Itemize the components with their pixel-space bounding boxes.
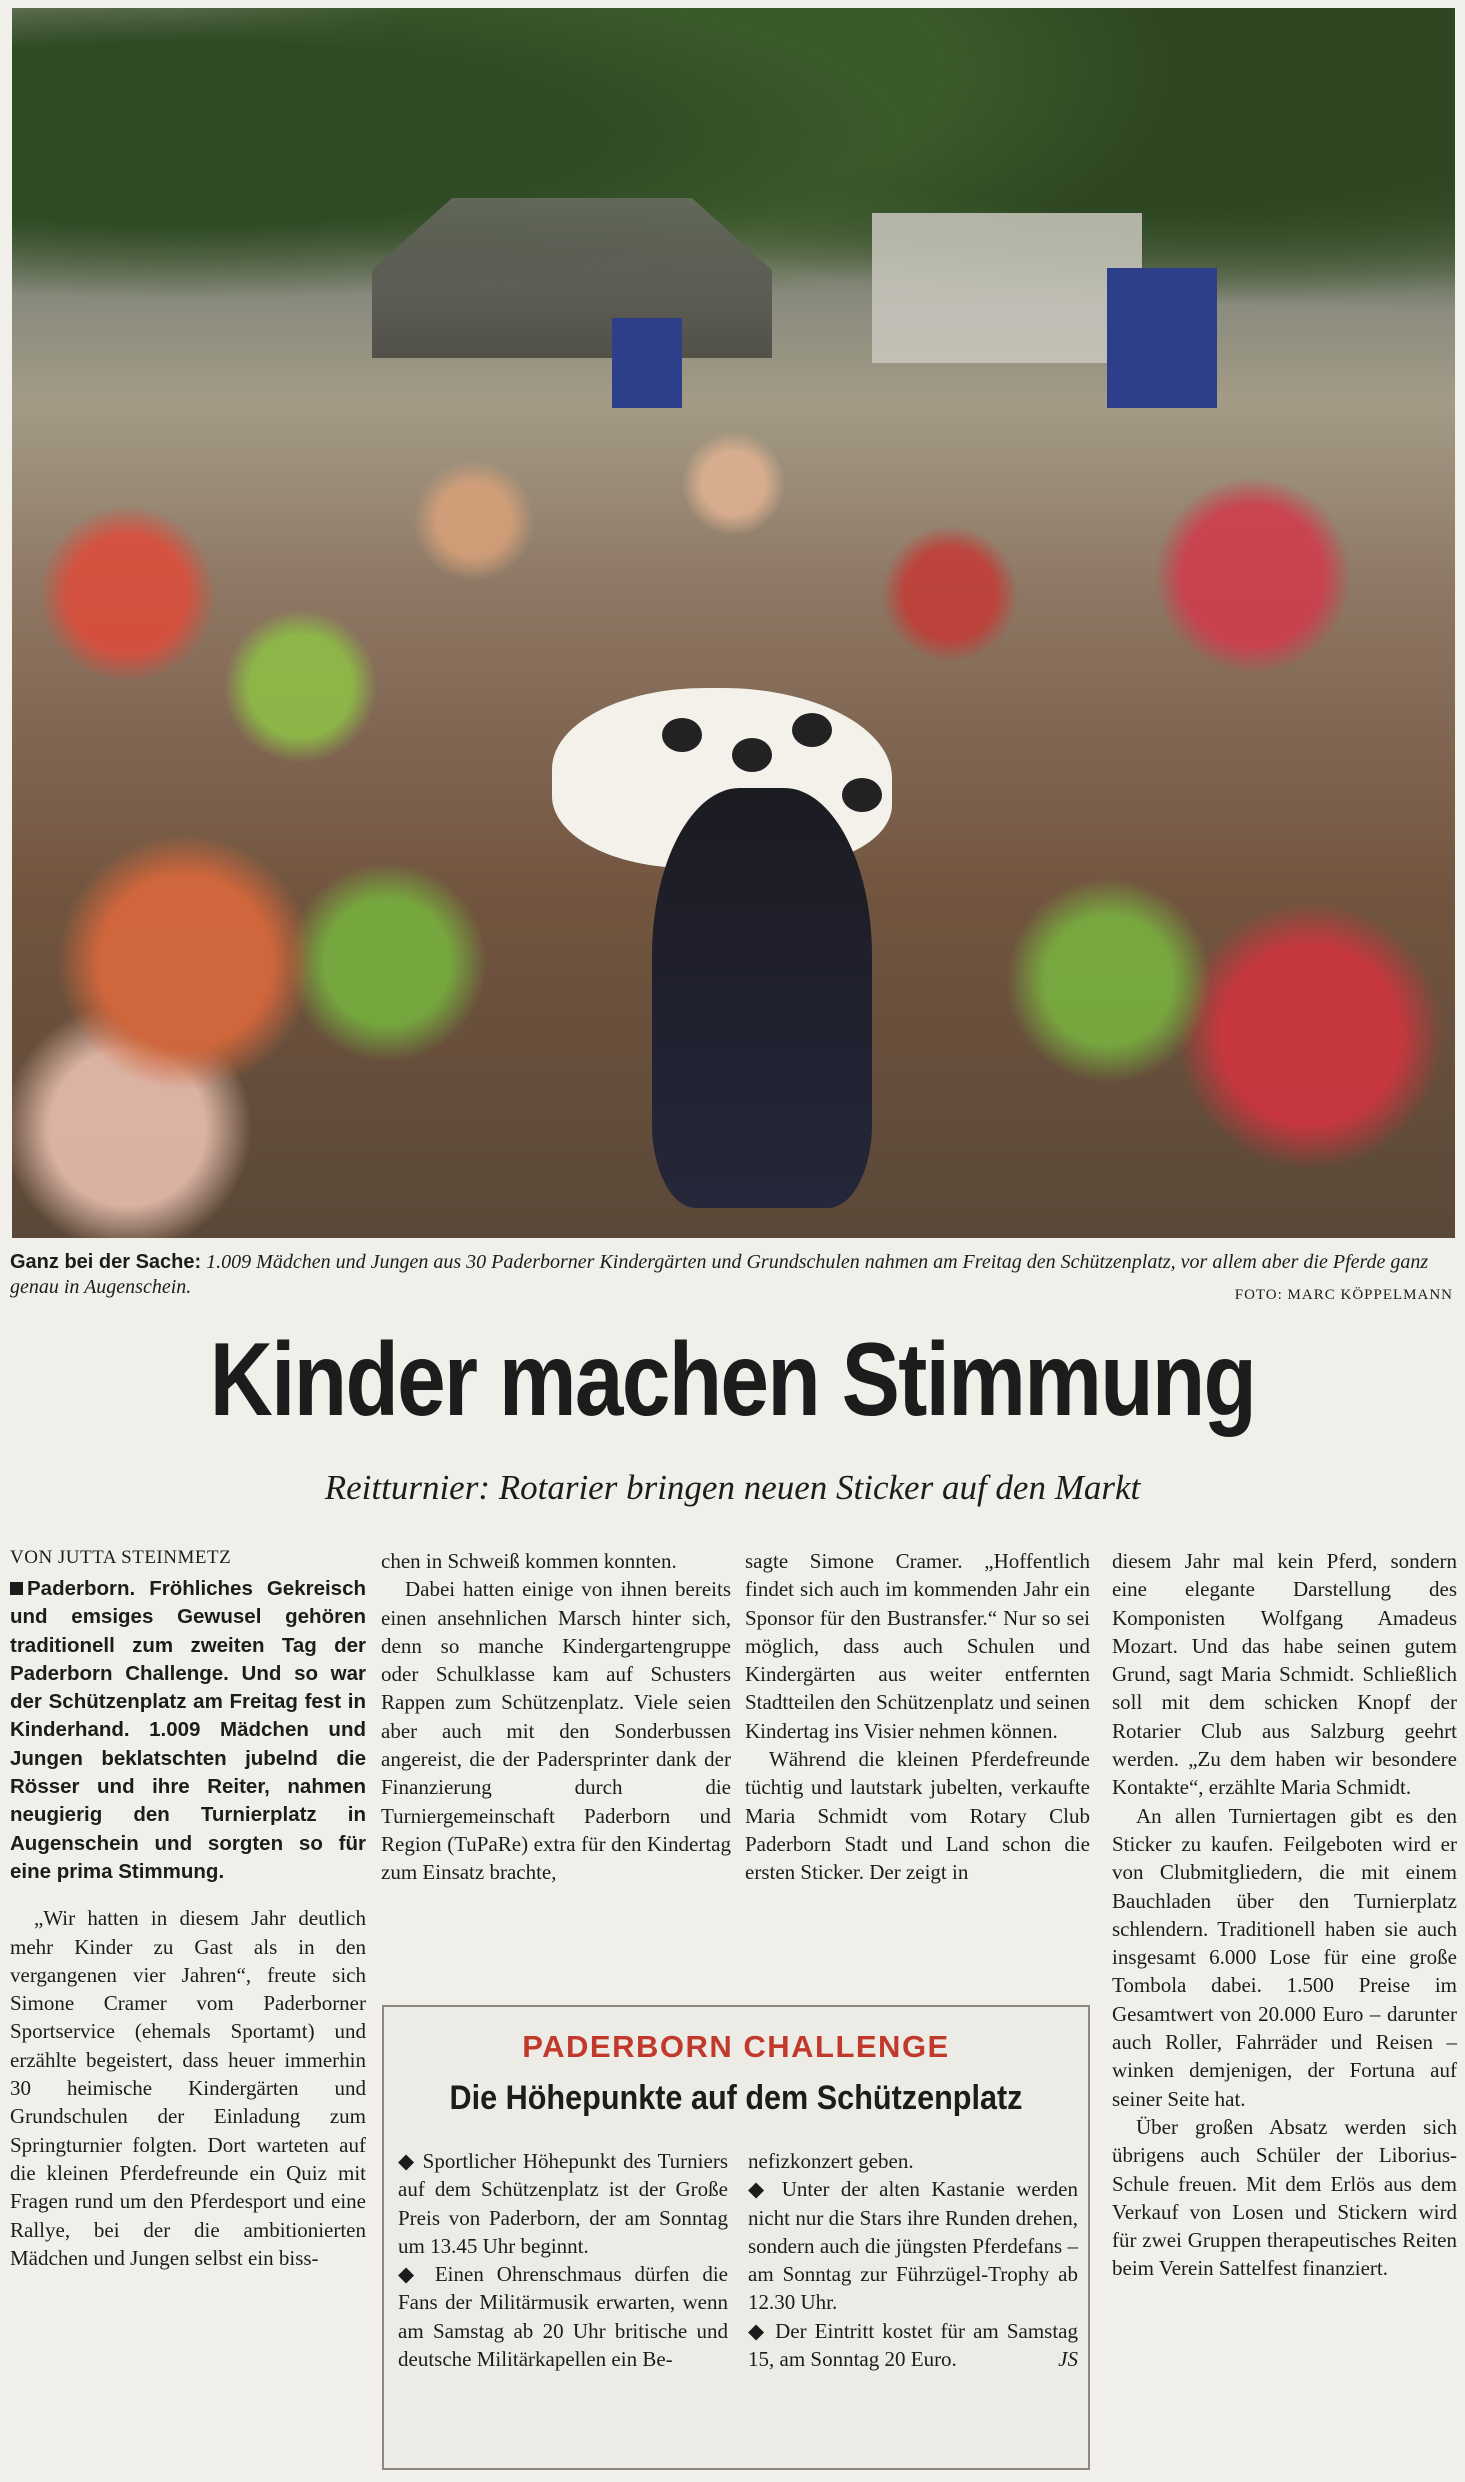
paragraph: „Wir hatten in diesem Jahr deutlich mehr Kinder zu Gast als in den vergangenen vier Jahren“, freute sich Simone Cramer vom Paderborner Sportservice (ehemals Sportamt) und erzählte begeistert, dass heuer immerhin 30 heimische Kindergärten und Grundschulen der Einladung zum Springturnier folgten. Dort warteten auf die kleinen Pferdefreunde ein Quiz mit Fragen rund um den Pferdesport und eine Rallye, bei der die ambitionierten Mädchen und Jungen selbst ein biss-	[10, 1906, 366, 2270]
info-box-title: Die Höhepunkte auf dem Schützenplatz	[449, 2079, 1023, 2117]
paragraph: diesem Jahr mal kein Pferd, sondern eine elegante Darstellung des Komponisten Wolfgang Amadeus Mozart. Und das habe seinen gutem Grund, sagt Maria Schmidt. Schließlich soll mit dem schicken Knopf der Rotarier Club aus Salzburg geehrt werden. „Zu dem haben wir besondere Kontakte“, erzählte Maria Schmidt.	[1112, 1549, 1457, 1800]
info-item: ◆ Sportlicher Höhepunkt des Turniers auf dem Schützenplatz ist der Große Preis von Paderborn, der am Sonntag um 13.45 Uhr beginnt.	[398, 2149, 728, 2258]
lead-paragraph: Paderborn. Fröhliches Gekreisch und emsiges Gewusel gehören traditionell zum zweiten Tag der Paderborn Challenge. Und so war der Schützenplatz am Freitag fest in Kinderhand. 1.009 Mädchen und Jungen beklatschten jubelnd die Rösser und ihre Reiter, nahmen neugierig den Turnierplatz in Augenschein und sorgten so für eine prima Stimmung.	[10, 1577, 366, 1883]
paragraph: Während die kleinen Pferdefreunde tüchtig und lautstark jubelten, verkaufte Maria Schmidt vom Rotary Club Paderborn Stadt und Land schon die ersten Sticker. Der zeigt in	[745, 1747, 1090, 1885]
info-item: ◆ Der Eintritt kostet für am Samstag 15, am Sonntag 20 Euro. JS	[748, 2317, 1078, 2374]
byline: VON JUTTA STEINMETZ	[10, 1547, 232, 1568]
column-3	[745, 1547, 1090, 1887]
column-1	[10, 1575, 366, 2272]
column-2	[381, 1547, 731, 1887]
caption-text: 1.009 Mädchen und Jungen aus 30 Paderborner Kindergärten und Grundschulen nahmen am Freitag den Schützenplatz, vor allem aber die Pferde ganz genau in Augenschein.	[10, 1251, 1429, 1298]
caption-lead: Ganz bei der Sache:	[10, 1251, 202, 1273]
paragraph: sagte Simone Cramer. „Hoffentlich findet sich auch im kommenden Jahr ein Sponsor für den Bustransfer.“ Nur so sei möglich, dass auch Schulen und Kindergärten aus weiter entfernten Stadtteilen den Schützenplatz und seinen Kindertag ins Visier nehmen können.	[745, 1549, 1090, 1743]
news-photo	[12, 8, 1455, 1238]
info-box-column-1	[398, 2147, 728, 2373]
info-box-column-2	[748, 2147, 1078, 2373]
info-box-kicker: PADERBORN CHALLENGE	[522, 2029, 950, 2064]
paragraph: Dabei hatten einige von ihnen bereits einen ansehnlichen Marsch hinter sich, denn so manche Kindergartengruppe oder Schulklasse kam auf Schusters Rappen zum Schützenplatz. Viele seien aber auch mit den Sonderbussen angereist, die der Padersprinter dank der Finanzierung durch die Turniergemeinschaft Paderborn und Region (TuPaRe) extra für den Kindertag zum Einsatz brachte,	[381, 1577, 731, 1885]
info-box	[382, 2005, 1090, 2470]
paragraph: chen in Schweiß kommen konnten.	[381, 1549, 677, 1573]
info-item: ◆ Einen Ohrenschmaus dürfen die Fans der Militärmusik erwarten, wenn am Samstag ab 20 Uhr britische und deutsche Militärkapellen ein Be-	[398, 2262, 728, 2372]
photo-woman-kneeling	[652, 788, 872, 1208]
column-4	[1112, 1547, 1457, 2283]
info-item: ◆ Unter der alten Kastanie werden nicht nur die Stars ihre Runden drehen, sondern auch die jüngsten Pferdefans – am Sonntag zur Führzügel-Trophy ab 12.30 Uhr.	[748, 2177, 1078, 2315]
info-item: nefizkonzert geben.	[748, 2149, 914, 2173]
photo-credit: FOTO: MARC KÖPPELMANN	[1234, 1287, 1453, 1303]
subheadline: Reitturnier: Rotarier bringen neuen Sticker auf den Markt	[324, 1468, 1141, 1507]
paragraph: An allen Turniertagen gibt es den Sticker zu kaufen. Feilgeboten wird er von Clubmitgliedern, die mit einem Bauchladen über den Turnierplatz schlendern. Traditionell haben sie auch insgesamt 6.000 Lose für eine große Tombola dabei. 1.500 Preise im Gesamtwert von 20.000 Euro – darunter auch Roller, Fahrräder und Reisen – winken demjenigen, der Fortuna auf seiner Seite hat.	[1112, 1803, 1457, 2111]
square-bullet-icon	[10, 1582, 23, 1595]
paragraph: Über großen Absatz werden sich übrigens auch Schüler der Liborius-Schule freuen. Mit dem Erlös aus dem Verkauf von Losen und Stickern wird für zwei Gruppen therapeutisches Reiten beim Verein Sattelfest finanziert.	[1112, 2114, 1457, 2281]
author-initials: JS	[1058, 2347, 1078, 2372]
headline: Kinder machen Stimmung	[209, 1322, 1256, 1438]
